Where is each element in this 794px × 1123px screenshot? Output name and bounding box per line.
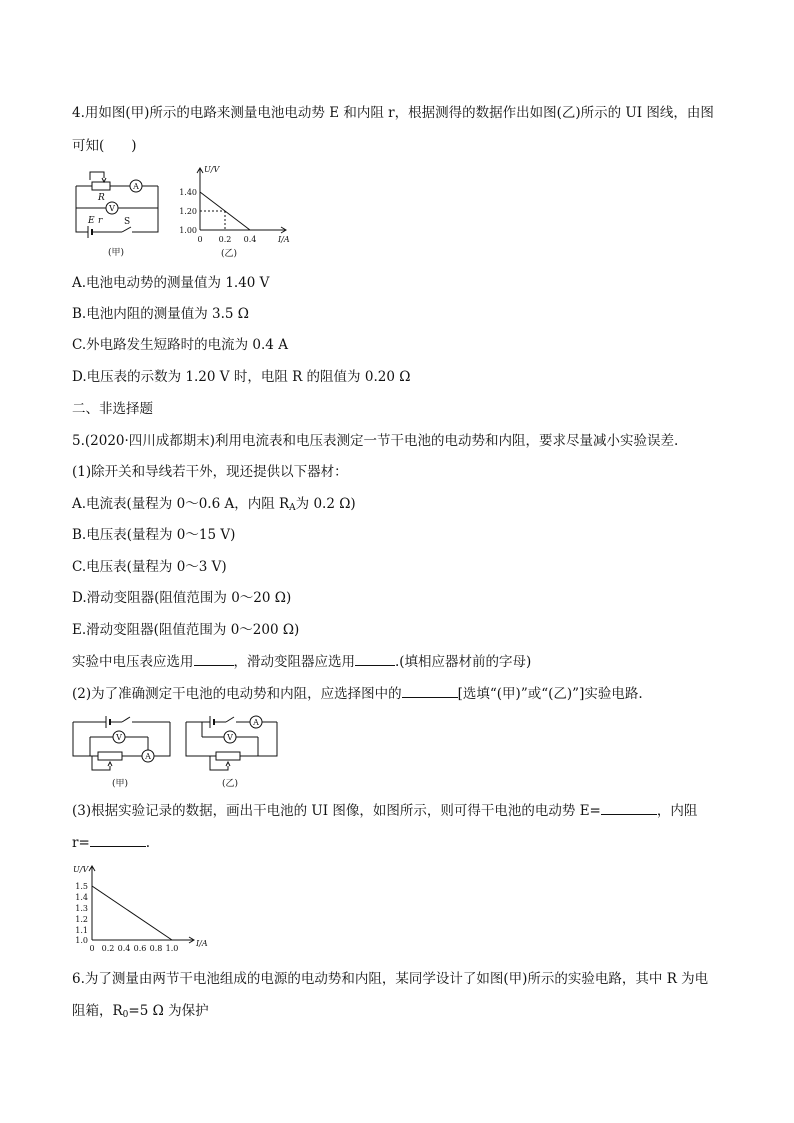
graph-ytick: 1.4: [75, 893, 88, 902]
q4-option-b: B.电池内阻的测量值为 3.5 Ω: [72, 306, 249, 322]
circuit-yi-voltmeter: V: [227, 733, 233, 742]
yi-ylabel: U/V: [204, 165, 220, 174]
yi-xtick: 0.2: [218, 235, 232, 244]
q5-item-c: C.电压表(量程为 0～3 V): [72, 559, 227, 575]
q5-part1: (1)除开关和导线若干外，现还提供以下器材：: [72, 464, 348, 480]
yi-ytick: 1.40: [179, 188, 197, 197]
voltmeter-label: V: [109, 204, 115, 213]
circuit-caption-yi: (乙): [221, 779, 239, 789]
graph-xtick: 0.6: [133, 944, 147, 953]
answer-blank-voltmeter[interactable]: [194, 653, 234, 666]
q4-stem-line1: 4.用如图(甲)所示的电路来测量电池电动势 E 和内阻 r，根据测得的数据作出如图(乙)所示的 UI 图线，由图: [72, 105, 714, 121]
q5-part3-line2: r= .: [72, 835, 151, 851]
yi-xlabel: I/A: [278, 235, 290, 244]
q5-item-b: B.电压表(量程为 0～15 V): [72, 527, 236, 543]
resistor-label: R: [98, 193, 105, 203]
answer-blank-rheostat[interactable]: [355, 653, 395, 666]
q5-item-a: A.电流表(量程为 0～0.6 A，内阻 $R_A$为 0.2 Ω): [72, 496, 356, 513]
graph-ylabel: U/V: [73, 865, 89, 874]
circuit-jia-ammeter: A: [145, 752, 151, 761]
q6-line1: 6.为了测量由两节干电池组成的电源的电动势和内阻，某同学设计了如图(甲)所示的实验电路，其中 R 为电: [72, 971, 709, 987]
graph-ytick: 1.3: [75, 904, 88, 913]
emf-label: E: [88, 216, 95, 226]
yi-ytick: 1.20: [179, 207, 197, 216]
answer-blank-circuit[interactable]: [402, 685, 458, 698]
circuit-yi-ammeter: A: [253, 718, 259, 727]
graph-ytick: 1.5: [75, 882, 88, 891]
graph-xtick: 0.8: [149, 944, 163, 953]
circuit-caption-jia: (甲): [111, 779, 129, 789]
fig-caption-yi: (乙): [220, 249, 238, 259]
q5-stem: 5.(2020·四川成都期末)利用电流表和电压表测定一节干电池的电动势和内阻，要求尽量减小实验误差.: [72, 433, 679, 449]
yi-ytick: 1.00: [179, 226, 197, 235]
switch-label: S: [124, 217, 131, 227]
q4-option-c: C.外电路发生短路时的电流为 0.4 A: [72, 337, 288, 353]
q6-line2: 阻箱，$R_0=5$ Ω 为保护: [72, 1003, 209, 1020]
graph-xtick: 0.4: [117, 944, 131, 953]
q4-option-d: D.电压表的示数为 1.20 V 时，电阻 R 的阻值为 0.20 Ω: [72, 369, 411, 385]
graph-ytick: 1.1: [75, 926, 88, 935]
ammeter-label: A: [133, 182, 139, 191]
q5-item-e: E.滑动变阻器(阻值范围为 0～200 Ω): [72, 622, 300, 638]
q5-part3-line1: (3)根据实验记录的数据，画出干电池的 UI 图像，如图所示，则可得干电池的电动势 E= ，内阻: [72, 803, 698, 819]
q5-fill-line: 实验中电压表应选用 ，滑动变阻器应选用 .(填相应器材前的字母): [72, 654, 532, 670]
internal-r-label: r: [98, 216, 103, 226]
q4-circuit-jia: [70, 168, 170, 260]
graph-xtick: 0.2: [101, 944, 115, 953]
yi-xtick: 0: [197, 235, 203, 244]
answer-blank-resistance[interactable]: [90, 834, 146, 847]
q4-option-a: A.电池电动势的测量值为 1.40 V: [72, 275, 270, 291]
graph-xtick: 1.0: [165, 944, 179, 953]
yi-xtick: 0.4: [243, 235, 257, 244]
section-heading: 二、非选择题: [72, 401, 153, 417]
answer-blank-emf[interactable]: [601, 802, 657, 815]
q5-ui-graph: [70, 860, 220, 956]
graph-xlabel: I/A: [196, 939, 208, 948]
q5-circuits: [70, 710, 286, 794]
q5-part2: (2)为了准确测定干电池的电动势和内阻，应选择图中的 [选填“(甲)”或“(乙)”]实验电路.: [72, 686, 643, 702]
graph-ytick: 1.2: [75, 915, 88, 924]
q5-item-d: D.滑动变阻器(阻值范围为 0～20 Ω): [72, 590, 292, 606]
graph-ytick: 1.0: [75, 936, 88, 945]
fig-caption-jia: (甲): [107, 248, 125, 258]
q4-stem-line2: 可知( ): [72, 138, 137, 154]
graph-xtick: 0: [89, 944, 95, 953]
circuit-jia-voltmeter: V: [116, 733, 122, 742]
q4-graph-yi: [174, 160, 299, 260]
